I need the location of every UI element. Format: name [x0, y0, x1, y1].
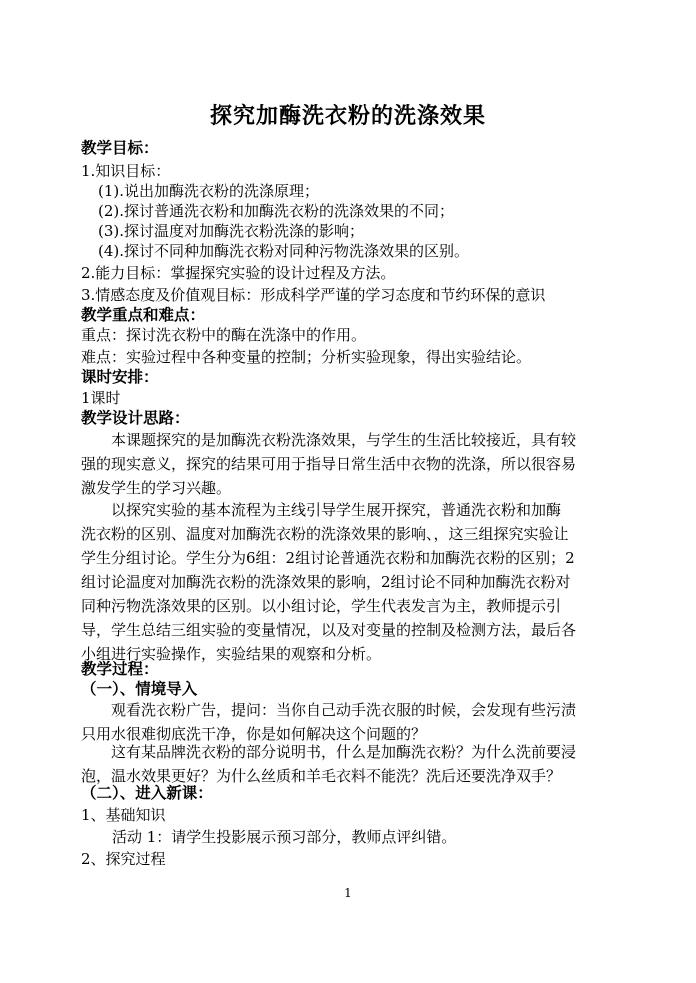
objective-item: (2).探讨普通洗衣粉和加酶洗衣粉的洗涤效果的不同；	[98, 202, 455, 220]
basic-knowledge: 1、基础知识	[81, 806, 166, 824]
activity-1: 活动 1：请学生投影展示预习部分，教师点评纠错。	[112, 828, 457, 846]
objectives-heading: 教学目标：	[81, 138, 159, 157]
process-heading: 教学过程：	[81, 659, 159, 678]
key-point: 重点：探讨洗衣粉中的酶在洗涤中的作用。	[81, 326, 367, 344]
explore-process: 2、探究过程	[81, 850, 166, 868]
schedule-heading: 课时安排：	[81, 367, 159, 386]
design-paragraph-2: 以探究实验的基本流程为主线引导学生展开探究，普通洗衣粉和加酶 洗衣粉的区别、温度对加酶洗衣粉的洗涤效果的影响、，这三组探究实验让 学生分组讨论。学生分为6组：2组讨论普通洗衣粉和加酶洗衣粉的区别；2 组讨论温度对加酶洗衣粉的洗涤效果的影响，2组讨论不同种加酶洗衣粉对 同种污物洗涤效果的区别。以小组讨论，学生代表发言为主，教师提示引 导，学生总结三组实验的变量情况，以及对变量的控制及检测方法，最后各 小组进行实验操作，实验结果的观察和分析。	[81, 501, 577, 663]
design-heading: 教学设计思路：	[81, 408, 190, 427]
knowledge-objective: 1.知识目标：	[81, 162, 171, 180]
schedule-value: 1课时	[81, 389, 121, 407]
emotion-objective: 3.情感态度及价值观目标：形成科学严谨的学习态度和节约环保的意识	[81, 286, 546, 304]
design-paragraph-1: 本课题探究的是加酶洗衣粉洗涤效果，与学生的生活比较接近，具有较 强的现实意义，探究的结果可用于指导日常生活中衣物的洗涤，所以很容易 激发学生的学习兴趣。	[81, 431, 577, 497]
objective-item: (3).探讨温度对加酶洗衣粉洗涤的影响；	[98, 222, 365, 240]
keypoints-heading: 教学重点和难点：	[81, 305, 206, 324]
intro-paragraph-2: 这有某品牌洗衣粉的部分说明书，什么是加酶洗衣粉？为什么洗前要浸 泡，温水效果更好？为什么丝质和羊毛衣料不能洗？洗后还要洗净双手？	[81, 743, 577, 785]
section-new-lesson: （二）、进入新课：	[81, 783, 213, 802]
page-title: 探究加酶洗衣粉的洗涤效果	[209, 103, 486, 129]
section-intro: （一）、情境导入	[81, 679, 198, 698]
ability-objective: 2.能力目标：掌握探究实验的设计过程及方法。	[81, 264, 396, 282]
difficult-point: 难点：实验过程中各种变量的控制；分析实验现象，得出实验结论。	[81, 348, 532, 366]
objective-item: (4).探讨不同种加酶洗衣粉对同种污物洗涤效果的区别。	[98, 242, 470, 260]
objective-item: (1).说出加酶洗衣粉的洗涤原理；	[98, 182, 320, 200]
intro-paragraph-1: 观看洗衣粉广告，提问：当你自己动手洗衣服的时候，会发现有些污渍 只用水很难彻底洗干净，你是如何解决这个问题的？	[81, 701, 577, 743]
page-number: 1	[344, 886, 352, 900]
